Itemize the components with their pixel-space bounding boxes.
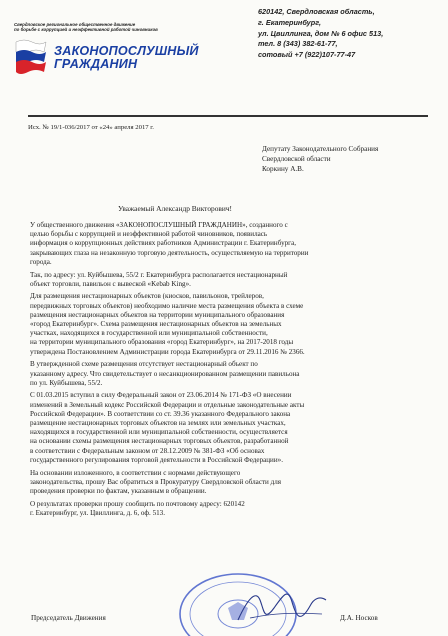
addressee-block: Депутату Законодательного Собрания Свердловской области Коркину А.В.	[262, 145, 379, 174]
signatory-title: Председатель Движения	[31, 614, 106, 622]
org-name-logotype: ЗАКОНОПОСЛУШНЫЙ ГРАЖДАНИН	[54, 44, 199, 71]
signatory-name: Д.А. Носков	[340, 614, 378, 622]
header-divider	[28, 115, 428, 117]
org-description: Свердловское региональное общественное движение по борьбе с коррупцией и неэффективной работой чиновников	[14, 22, 158, 32]
outgoing-reference: Исх. № 19/1-036/2017 от «24» апреля 2017 г.	[28, 124, 154, 131]
body-paragraph: С 01.03.2015 вступил в силу Федеральный закон от 23.06.2014 № 171-ФЗ «О внесении изменений в Земельный кодекс Российской Федерации и отдельные законодательные акты Российской Федерации». В соответствии со ст. 39.36 указанного Федерального закона размещение нестационарных торговых объектов на землях или земельных участках, находящихся в государственной или муниципальной собственности, осуществляется на основании схемы размещения нестационарных торговых объектов, разработанной в соответствии с Федеральным законом от 28.12.2009 № 381-ФЗ «Об основах государственного регулирования торговой деятельности в Российской Федерации».	[30, 391, 305, 464]
flag-logo-icon	[14, 36, 48, 78]
body-paragraph: О результатах проверки прошу сообщить по почтовому адресу: 620142 г. Екатеринбург, ул. Цвиллинга, д. 6, оф. 513.	[30, 499, 245, 517]
body-paragraph: У общественного движения «ЗАКОНОПОСЛУШНЫЙ ГРАЖДАНИН», созданного с целью борьбы с коррупцией и неэффективной работой чиновников, появилась информация о коррупционных действиях работников Администрации г. Екатеринбурга, закрывающих глаза на незаконную торговую деятельность, осуществляемую на территории города.	[30, 221, 309, 266]
letter-body	[30, 221, 426, 518]
org-contacts: 620142, Свердловская область, г. Екатеринбург, ул. Цвиллинга, дом № 6 офис 513, тел. 8 (343) 382-61-77, сотовый +7 (922)107-77-47	[258, 7, 384, 60]
salutation: Уважаемый Александр Викторович!	[118, 204, 233, 213]
body-paragraph: Так, по адресу: ул. Куйбышева, 55/2 г. Екатеринбурга располагается нестационарный объект торговли, павильон с вывеской «Kebab King».	[30, 270, 288, 288]
body-paragraph: На основании изложенного, в соответствии с нормами действующего законодательства, прошу Вас обратиться в Прокуратуру Свердловской области для проведения проверки по фактам, указанным в обращении.	[30, 468, 282, 495]
body-paragraph: Для размещения нестационарных объектов (киосков, павильонов, трейлеров, передвижных торговых объектов) необходимо наличие места размещения объекта в схеме размещения нестационарных объектов на территории муниципального образования «город Екатеринбург». Схема размещения нестационарных объектов на земельных участках, находящихся в государственной или муниципальной собственности, на территории муниципального образования «город Екатеринбург», на 2017-2018 годы утверждена Постановлением Администрации города Екатеринбурга от 29.11.2016 № 2366.	[30, 292, 305, 356]
body-paragraph: В утвержденной схеме размещения отсутствует нестационарный объект по указанному адресу. Что свидетельствует о несанкционированном размещении павильона по ул. Куйбышева, 55/2.	[30, 360, 300, 387]
handwritten-signature	[230, 578, 330, 633]
